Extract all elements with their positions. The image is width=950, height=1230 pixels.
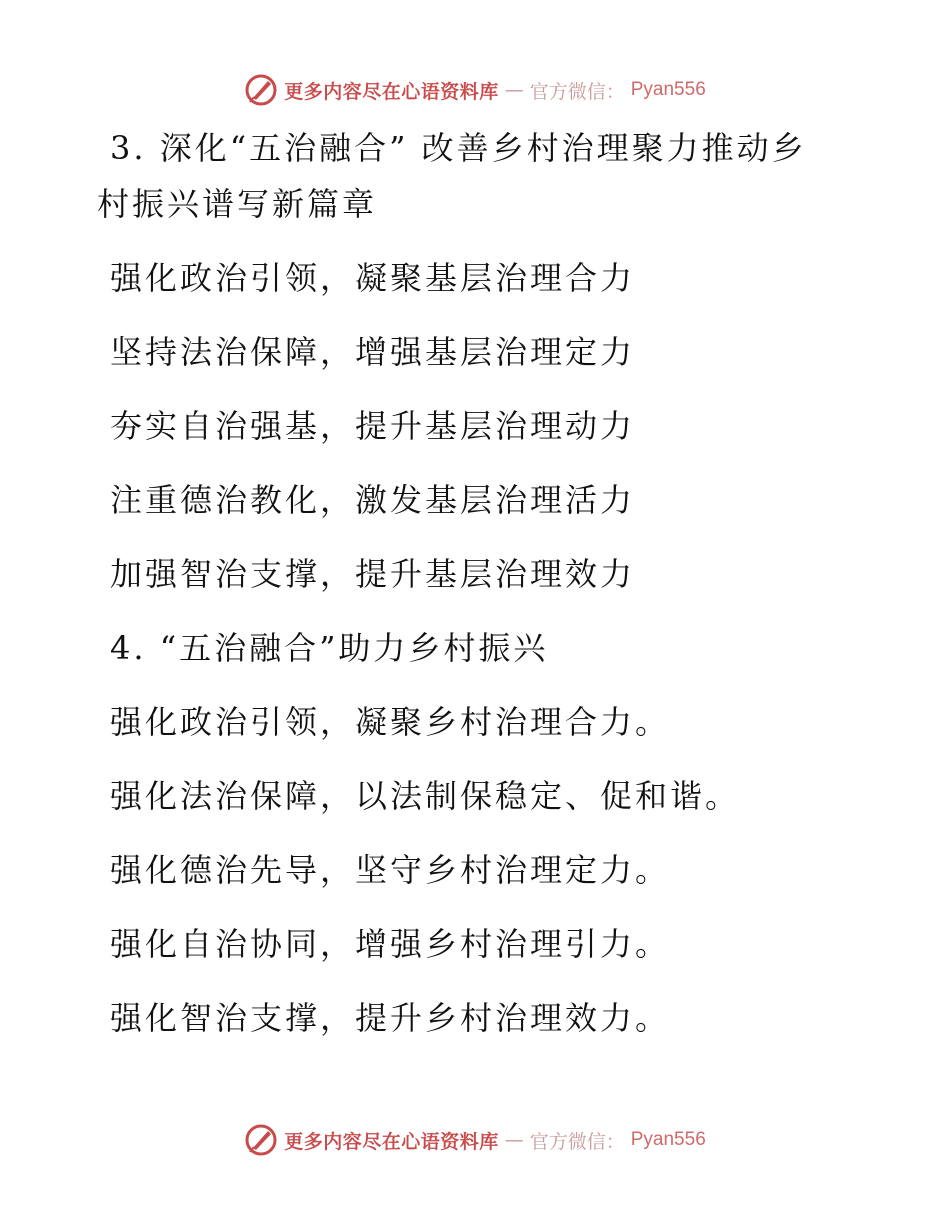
section-4-item: 强化法治保障，以法制保稳定、促和谐。 [110, 777, 741, 815]
section-3-item: 注重德治教化，激发基层治理活力 [110, 481, 636, 519]
footer-watermark [0, 1120, 950, 1160]
watermark-wechat-label: 官方微信： [529, 80, 625, 103]
section-3-item: 加强智治支撑，提升基层治理效力 [110, 555, 636, 593]
quill-logo-icon [244, 73, 278, 107]
section-4-item: 强化智治支撑，提升乡村治理效力。 [110, 999, 671, 1037]
section-3-heading-line-2: 村振兴谱写新篇章 [97, 185, 378, 223]
quill-logo-icon [244, 1123, 278, 1157]
watermark-wechat-id: Pyan556 [630, 1129, 706, 1150]
section-4-item: 强化政治引领，凝聚乡村治理合力。 [110, 703, 671, 741]
header-watermark [0, 70, 950, 110]
watermark-wechat-id: Pyan556 [630, 79, 706, 100]
section-3-item: 坚持法治保障，增强基层治理定力 [110, 333, 636, 371]
section-3-item: 夯实自治强基，提升基层治理动力 [110, 407, 636, 445]
watermark-separator: — [504, 79, 524, 101]
section-4-heading: 4. “五治融合”助力乡村振兴 [110, 629, 549, 667]
watermark-brand-text: 更多内容尽在心语资料库 [284, 80, 499, 103]
watermark-brand-text: 更多内容尽在心语资料库 [284, 1130, 499, 1153]
section-4-item: 强化德治先导，坚守乡村治理定力。 [110, 851, 671, 889]
section-3-heading-line-1: 3. 深化“五治融合” 改善乡村治理聚力推动乡 [110, 129, 807, 167]
watermark-separator: — [504, 1129, 524, 1151]
section-3-item: 强化政治引领，凝聚基层治理合力 [110, 259, 636, 297]
watermark-wechat-label: 官方微信： [529, 1130, 625, 1153]
section-4-item: 强化自治协同，增强乡村治理引力。 [110, 925, 671, 963]
